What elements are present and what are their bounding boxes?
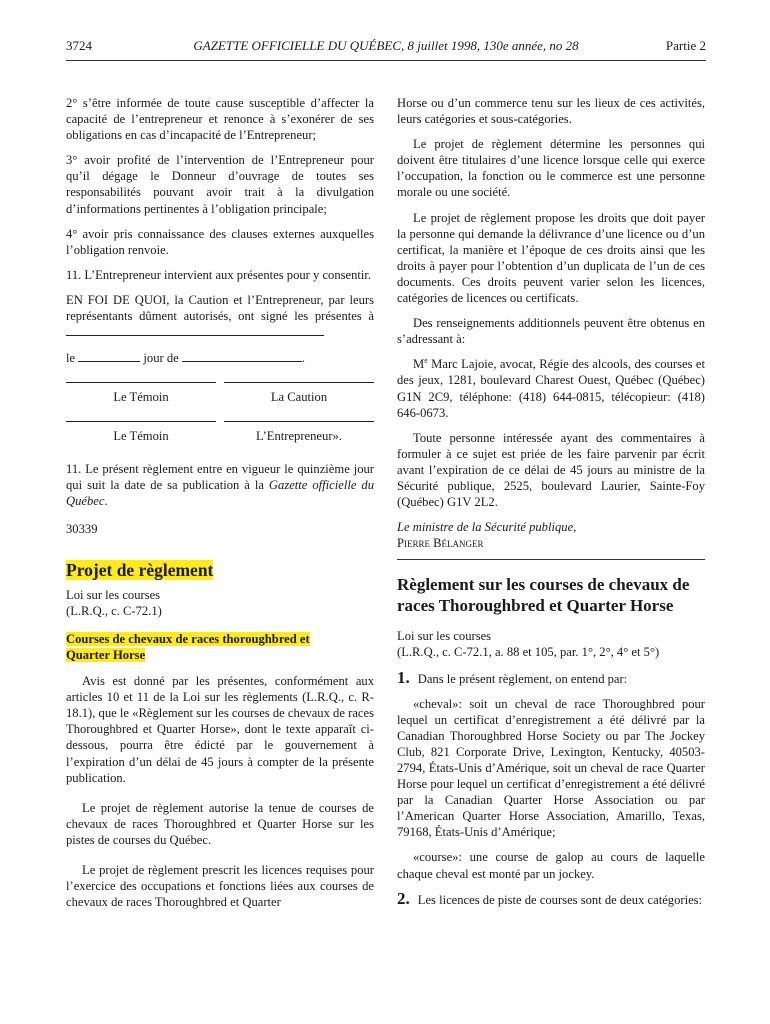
signature-label: L’Entrepreneur». bbox=[256, 429, 342, 444]
article-number: 1. bbox=[397, 667, 410, 687]
header-rule bbox=[66, 60, 706, 61]
signature-block-temoin bbox=[66, 382, 216, 405]
final-article-text: 11. Le présent règlement entre en vigueur le quinzième jour qui suit la date de sa publication à la bbox=[66, 461, 374, 492]
paragraph-item-2: 2° s’être informée de toute cause susceptible d’affecter la capacité de l’entrepreneur et renonce à s’exonérer de ses obligations en cas d’incapacité de l’Entrepreneur; bbox=[66, 96, 374, 143]
blank-line bbox=[182, 351, 302, 362]
signature-label: Le Témoin bbox=[113, 429, 169, 444]
definition-course: «course»: une course de galop au cours de laquelle chaque cheval est monté par un jockey. bbox=[397, 850, 705, 881]
right-column bbox=[397, 95, 705, 917]
signature-label: Le Témoin bbox=[113, 390, 169, 405]
part-label: Partie 2 bbox=[665, 38, 706, 53]
minister-title: Le ministre de la Sécurité publique, bbox=[397, 520, 577, 535]
subject-title bbox=[66, 631, 341, 663]
page-header bbox=[66, 38, 706, 58]
signature-block-temoin bbox=[66, 421, 216, 444]
signature-line bbox=[66, 421, 216, 428]
paragraph-contact bbox=[397, 356, 705, 420]
gazette-name: Gazette officielle du Québec bbox=[66, 477, 375, 508]
paragraph-final-article bbox=[66, 461, 374, 509]
final-article-end: . bbox=[104, 493, 108, 508]
contact-prefix: M bbox=[413, 357, 425, 372]
signature-line bbox=[224, 421, 374, 428]
signature-row-2 bbox=[66, 421, 374, 444]
page-number: 3724 bbox=[66, 38, 92, 53]
paragraph-prescrit: Le projet de règlement prescrit les licences requises pour l’exercice des occupations et fonctions liées aux courses de chevaux de races Thoroughbred et Quarter bbox=[66, 863, 374, 910]
reference-number: 30339 bbox=[66, 521, 98, 536]
gazette-title: GAZETTE OFFICIELLE DU QUÉBEC, 8 juillet 1998, 130e année, no 28 bbox=[193, 38, 579, 53]
law-name: Loi sur les courses bbox=[397, 629, 492, 644]
article-number: 2. bbox=[397, 888, 410, 908]
contact-sup: e bbox=[424, 356, 428, 366]
blank-line bbox=[66, 325, 324, 336]
article-2 bbox=[397, 888, 705, 908]
paragraph-continuation: Horse ou d’un commerce tenu sur les lieux de ces activités, leurs catégories et sous-catégories. bbox=[397, 96, 705, 127]
date-line bbox=[66, 350, 374, 366]
paragraph-en-foi bbox=[66, 292, 374, 340]
date-jour: jour de bbox=[143, 351, 179, 366]
article-1 bbox=[397, 667, 705, 687]
blank-line bbox=[78, 351, 140, 362]
date-le: le bbox=[66, 351, 76, 366]
date-end: . bbox=[301, 351, 306, 366]
paragraph-article-11: 11. L’Entrepreneur intervient aux présentes pour y consentir. bbox=[66, 267, 372, 282]
paragraph-renseignements: Des renseignements additionnels peuvent être obtenus en s’adressant à: bbox=[397, 316, 705, 347]
projet-title bbox=[66, 559, 374, 581]
left-column bbox=[66, 95, 374, 919]
minister-name: Pierre Bélanger bbox=[397, 536, 484, 551]
contact-text: Marc Lajoie, avocat, Régie des alcools, des courses et des jeux, 1281, boulevard Charest Ouest, Québec (Québec) G1N 2C9, téléphone: (418) 644-0815, télécopieur: (418) 646-0673. bbox=[397, 357, 705, 420]
paragraph-autorise: Le projet de règlement autorise la tenue de courses de chevaux de races Thoroughbred et Quarter Horse sur les pistes de courses du Québec. bbox=[66, 800, 374, 847]
signature-label: La Caution bbox=[270, 390, 328, 405]
paragraph-item-3: 3° avoir profité de l’intervention de l’Entrepreneur pour qu’il dégage le Donneur d’ouvrage de toutes ses responsabilités pouvant avoir trait à la divulgation d’informations pertinentes à l’obligation principale; bbox=[66, 153, 374, 216]
law-reference: (L.R.Q., c. C-72.1) bbox=[66, 603, 162, 618]
paragraph-commentaires: Toute personne intéressée ayant des commentaires à formuler à ce sujet est priée de les faire parvenir par écrit avant l’expiration de ce délai de 45 jours au ministre de la Sécurité publique, 2525, boulevard Laurier, Sainte-Foy (Québec) G1V 2L2. bbox=[397, 430, 705, 510]
subject-title-text: Courses de chevaux de races thoroughbred et Quarter Horse bbox=[66, 632, 310, 663]
signature-block-entrepreneur bbox=[224, 421, 374, 444]
article-1-text: Dans le présent règlement, on entend par: bbox=[417, 671, 628, 686]
law-reference: (L.R.Q., c. C-72.1, a. 88 et 105, par. 1°, 2°, 4° et 5°) bbox=[397, 645, 660, 660]
regulation-title: Règlement sur les courses de chevaux de races Thoroughbred et Quarter Horse bbox=[397, 575, 690, 616]
projet-title-text: Projet de règlement bbox=[66, 559, 214, 580]
paragraph-avis: Avis est donné par les présentes, conformément aux articles 10 et 11 de la Loi sur les règlements (L.R.Q., c. R-18.1), que le «Règlement sur les courses de chevaux de races Thoroughbred et Quarter Horse», dont le texte apparaît ci-dessous, pourra être édicté par le gouvernement à l’expiration d’un délai de 45 jours à compter de la présente publication. bbox=[66, 674, 374, 785]
signature-block-caution bbox=[224, 382, 374, 405]
section-rule bbox=[397, 559, 705, 560]
paragraph-determine: Le projet de règlement détermine les personnes qui doivent être titulaires d’une licence lorsque celle qui exerce l’occupation, la fonction ou le commerce est une personne morale ou une société. bbox=[397, 137, 705, 200]
definition-cheval: «cheval»: soit un cheval de race Thoroughbred pour lequel un certificat d’enregistrement a été délivré par la Canadian Thoroughbred Horse Society ou par The Jockey Club, 821 Corporate Drive, Lexington, Kentucky, 40503-2794, États-Unis d’Amérique, soit un cheval de race Quarter Horse pour lequel un certificat d’enregistrement a été délivré par la Canadian Quarter Horse Association ou par l’American Quarter Horse Association, Amarillo, Texas, 79168, États-Unis d’Amérique; bbox=[397, 696, 705, 840]
paragraph-item-4: 4° avoir pris connaissance des clauses externes auxquelles l’obligation renvoie. bbox=[66, 226, 374, 257]
paragraph-droits: Le projet de règlement propose les droits que doit payer la personne qui demande la délivrance d’une licence ou d’un certificat, la manière et l’époque de ces droits ainsi que les droits à payer pour l’obtention d’un duplicata de l’un de ces documents. Ces droits peuvent varier selon les licences, catégories de licences ou certificats. bbox=[397, 210, 705, 306]
article-2-text: Les licences de piste de courses sont de deux catégories: bbox=[417, 892, 703, 907]
signature-row-1 bbox=[66, 382, 374, 405]
en-foi-text: EN FOI DE QUOI, la Caution et l’Entrepreneur, par leurs représentants dûment autorisés, ont signé les présentes à bbox=[66, 292, 374, 324]
signature-line bbox=[224, 382, 374, 389]
law-name: Loi sur les courses bbox=[66, 587, 161, 602]
signature-line bbox=[66, 382, 216, 389]
